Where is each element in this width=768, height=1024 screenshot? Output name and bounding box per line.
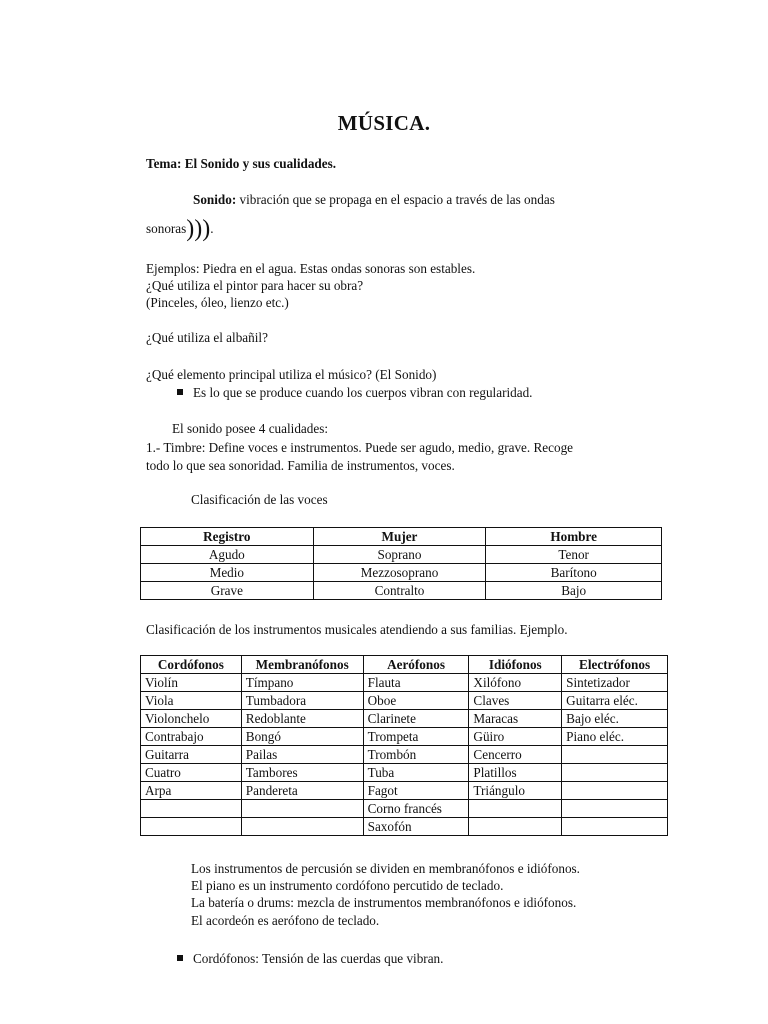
table-cell: Tenor (486, 546, 662, 564)
voices-table (140, 527, 662, 600)
table-cell (469, 818, 562, 836)
table-cell: Barítono (486, 564, 662, 582)
table-cell: Xilófono (469, 674, 562, 692)
text-line: (Pinceles, óleo, lienzo etc.) (146, 295, 289, 310)
table-cell: Clarinete (363, 710, 469, 728)
table-cell: Contrabajo (141, 728, 242, 746)
table-cell: Trombón (363, 746, 469, 764)
table-cell (241, 818, 363, 836)
table-row (141, 546, 662, 564)
topic-heading: Tema: El Sonido y sus cualidades. (146, 156, 337, 171)
table-cell: Guitarra (141, 746, 242, 764)
cualidades-line: El sonido posee 4 cualidades: (172, 421, 329, 436)
table-cell: Maracas (469, 710, 562, 728)
note-line: La batería o drums: mezcla de instrumentos membranófonos e idiófonos. (191, 895, 577, 910)
table-header-cell: Registro (141, 528, 314, 546)
table-header-row (141, 528, 662, 546)
table-cell: Tuba (363, 764, 469, 782)
page-title: MÚSICA. (337, 111, 431, 135)
table-row (141, 782, 668, 800)
sonoras-word: sonoras (146, 221, 187, 236)
bullet-item: Es lo que se produce cuando los cuerpos vibran con regularidad. (193, 385, 533, 400)
table-row (141, 746, 668, 764)
table-cell: Bongó (241, 728, 363, 746)
voices-caption: Clasificación de las voces (191, 492, 328, 507)
table-cell: Viola (141, 692, 242, 710)
table-cell (241, 800, 363, 818)
table-cell: Saxofón (363, 818, 469, 836)
table-cell: Oboe (363, 692, 469, 710)
table-cell: Corno francés (363, 800, 469, 818)
bullet-icon (177, 955, 183, 961)
table-cell: Pailas (241, 746, 363, 764)
text-line: ¿Qué utiliza el pintor para hacer su obra? (146, 278, 364, 293)
note-line: Los instrumentos de percusión se dividen en membranófonos e idiófonos. (191, 861, 580, 876)
table-header-cell: Electrófonos (562, 656, 668, 674)
note-line: El acordeón es aerófono de teclado. (191, 913, 380, 928)
table-row (141, 582, 662, 600)
table-header-cell: Idiófonos (469, 656, 562, 674)
sonido-label: Sonido: (193, 192, 237, 207)
table-cell: Fagot (363, 782, 469, 800)
timbre-line: todo lo que sea sonoridad. Familia de instrumentos, voces. (146, 458, 455, 473)
table-cell: Trompeta (363, 728, 469, 746)
table-row (141, 710, 668, 728)
table-cell: Violín (141, 674, 242, 692)
table-row (141, 800, 668, 818)
table-cell: Güiro (469, 728, 562, 746)
sonido-definition (193, 191, 555, 208)
table-cell: Bajo eléc. (562, 710, 668, 728)
table-cell: Sintetizador (562, 674, 668, 692)
table-row (141, 818, 668, 836)
table-cell: Grave (141, 582, 314, 600)
table-cell: Soprano (313, 546, 486, 564)
table-cell (562, 800, 668, 818)
table-cell: Claves (469, 692, 562, 710)
bullet-icon (177, 389, 183, 395)
table-cell: Triángulo (469, 782, 562, 800)
text-line: ¿Qué utiliza el albañil? (146, 330, 268, 345)
table-cell: Cencerro (469, 746, 562, 764)
table-cell (469, 800, 562, 818)
table-row (141, 564, 662, 582)
bullet-item: Cordófonos: Tensión de las cuerdas que vibran. (193, 951, 444, 966)
table-cell (562, 764, 668, 782)
sound-waves-parens: ))) (186, 216, 211, 242)
table-row (141, 728, 668, 746)
sonoras-line (146, 216, 214, 242)
table-cell (562, 818, 668, 836)
table-header-cell: Mujer (313, 528, 486, 546)
text-line: ¿Qué elemento principal utiliza el músico? (El Sonido) (146, 367, 437, 382)
table-cell (141, 800, 242, 818)
table-cell: Redoblante (241, 710, 363, 728)
table-cell: Medio (141, 564, 314, 582)
table-cell (562, 746, 668, 764)
table-cell: Violonchelo (141, 710, 242, 728)
table-cell: Arpa (141, 782, 242, 800)
table-header-cell: Membranófonos (241, 656, 363, 674)
table-cell: Tímpano (241, 674, 363, 692)
table-cell (141, 818, 242, 836)
table-cell: Tumbadora (241, 692, 363, 710)
table-cell: Pandereta (241, 782, 363, 800)
table-header-cell: Aerófonos (363, 656, 469, 674)
table-cell: Contralto (313, 582, 486, 600)
table-cell: Agudo (141, 546, 314, 564)
table-header-cell: Cordófonos (141, 656, 242, 674)
table-cell: Bajo (486, 582, 662, 600)
sonoras-end: . (210, 221, 214, 236)
table-cell: Mezzosoprano (313, 564, 486, 582)
table-row (141, 692, 668, 710)
table-header-cell: Hombre (486, 528, 662, 546)
table-cell: Platillos (469, 764, 562, 782)
sonido-text: vibración que se propaga en el espacio a través de las ondas (236, 192, 555, 207)
text-line: Ejemplos: Piedra en el agua. Estas ondas sonoras son estables. (146, 261, 476, 276)
note-line: El piano es un instrumento cordófono percutido de teclado. (191, 878, 504, 893)
table-row (141, 674, 668, 692)
table-row (141, 764, 668, 782)
table-cell: Guitarra eléc. (562, 692, 668, 710)
table-cell: Flauta (363, 674, 469, 692)
table-cell: Cuatro (141, 764, 242, 782)
table-cell: Tambores (241, 764, 363, 782)
instruments-table (140, 655, 668, 836)
table-header-row (141, 656, 668, 674)
table-cell (562, 782, 668, 800)
timbre-line: 1.- Timbre: Define voces e instrumentos. Puede ser agudo, medio, grave. Recoge (146, 440, 574, 455)
instruments-caption: Clasificación de los instrumentos musicales atendiendo a sus familias. Ejemplo. (146, 622, 568, 637)
table-cell: Piano eléc. (562, 728, 668, 746)
